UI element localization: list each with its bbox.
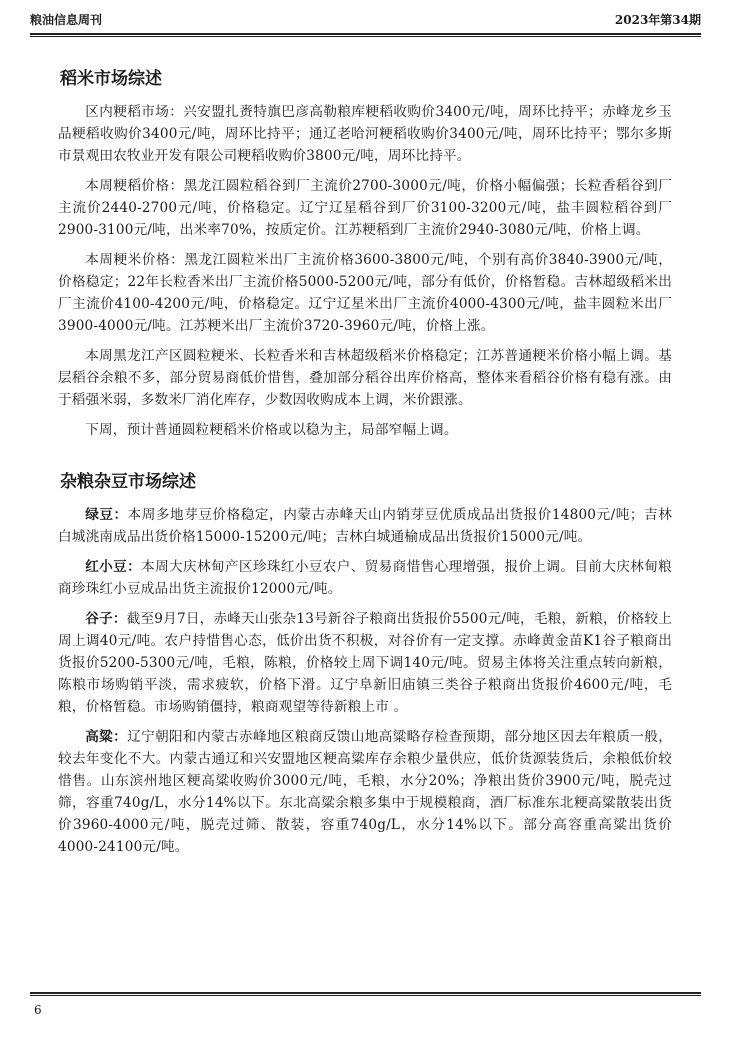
page-header: [30, 6, 701, 32]
footer-rule-thin: [30, 995, 701, 996]
rice-section-title: 稻米市场综述: [60, 69, 162, 89]
rice-paragraph-4: 本周黑龙江产区圆粒粳米、长粒香米和吉林超级稻米价格稳定；江苏普通粳米价格小幅上调。基层稻谷余粮不多，部分贸易商低价惜售，叠加部分稻谷出库价格高，整体来看稻谷价格有稳有涨。由于稻强米弱，多数米厂消化库存，少数因收购成本上调，米价跟涨。: [58, 348, 672, 408]
redbean-label: 红小豆：: [85, 559, 142, 575]
rice-paragraph-5: 下周，预计普通圆粒粳稻米价格或以稳为主，局部窄幅上调。: [85, 422, 458, 438]
rice-paragraph-2: 本周粳稻价格：黑龙江圆粒稻谷到厂主流价2700-3000元/吨，价格小幅偏强；长粒香稻谷到厂主流价2440-2700元/吨，价格稳定。辽宁辽星稻谷到厂价3100-3200元/吨，盐丰圆粒稻谷到厂2900-3100元/吨，出米率70%，按质定价。江苏粳稻到厂主流价2940-3080元/吨，价格上调。: [58, 178, 672, 238]
rice-paragraph-3: 本周粳米价格：黑龙江圆粒米出厂主流价格3600-3800元/吨，个别有高价3840-3900元/吨，价格稳定；22年长粒香米出厂主流价格5000-5200元/吨，部分有低价，价格暂稳。吉林超级稻米出厂主流价4100-4200元/吨，价格稳定。辽宁辽星米出厂主流价4000-4300元/吨，盐丰圆粒米出厂3900-4000元/吨。江苏粳米出厂主流价3720-3960元/吨，价格上涨。: [58, 252, 672, 334]
rice-paragraph-1: 区内粳稻市场：兴安盟扎赉特旗巴彦高勒粮库粳稻收购价3400元/吨，周环比持平；赤峰龙乡玉品粳稻收购价3400元/吨，周环比持平；通辽老哈河粳稻收购价3400元/吨，周环比持平；鄂尔多斯市景观田农牧业开发有限公司粳稻收购价3800元/吨，周环比持平。: [58, 104, 672, 164]
header-rule-thin: [30, 36, 701, 37]
mungbean-paragraph: [58, 504, 672, 548]
section-gap: [58, 449, 672, 467]
millet-paragraph: [58, 608, 672, 718]
millet-label: 谷子：: [85, 611, 127, 627]
mungbean-label: 绿豆：: [85, 507, 128, 523]
mungbean-text: 本周多地芽豆价格稳定，内蒙古赤峰天山内销芽豆优质成品出货报价14800元/吨；吉林白城洮南成品出货价格15000-15200元/吨；吉林白城通榆成品出货报价15000元/吨。: [58, 507, 672, 545]
page-number: 6: [34, 1003, 42, 1017]
redbean-paragraph: [58, 556, 672, 600]
footer-rule: [30, 992, 701, 994]
redbean-text: 本周大庆林甸产区珍珠红小豆农户、贸易商惜售心理增强，报价上调。目前大庆林甸粮商珍珠红小豆成品出货主流报价12000元/吨。: [58, 559, 672, 597]
header-rule: [30, 33, 701, 35]
sorghum-paragraph: [58, 726, 672, 858]
grains-section-title: 杂粮杂豆市场综述: [60, 472, 196, 492]
issue-number: 2023年第34期: [614, 12, 701, 27]
sorghum-label: 高粱：: [85, 729, 128, 745]
page-content: [58, 64, 672, 866]
publication-name: 粮油信息周刊: [30, 12, 103, 27]
millet-text: 截至9月7日，赤峰天山张杂13号新谷子粮商出货报价5500元/吨，毛粮，新粮，价格较上周上调40元/吨。农户持惜售心态，低价出货不积极，对谷价有一定支撑。赤峰黄金苗K1谷子粮商出货报价5200-5300元/吨，毛粮，陈粮，价格较上周下调140元/吨。贸易主体将关注重点转向新粮，陈粮市场购销平淡，需求疲软，价格下滑。辽宁阜新旧庙镇三类谷子粮商出货报价4600元/吨，毛粮，价格暂稳。市场购销僵持，粮商观望等待新粮上市 。: [58, 611, 672, 715]
sorghum-text: 辽宁朝阳和内蒙古赤峰地区粮商反馈山地高粱略存检查预期，部分地区因去年粮质一般，较去年变化不大。内蒙古通辽和兴安盟地区粳高粱库存余粮少量供应，低价货源装货后，余粮低价较惜售。山东滨州地区粳高粱收购价3000元/吨，毛粮，水分20%；净粮出货价3900元/吨，脱壳过筛，容重740g/L，水分14%以下。东北高粱余粮多集中于规模粮商，酒厂标准东北粳高粱散装出货价3960-4000元/吨，脱壳过筛、散装，容重740g/L，水分14%以下。部分高容重高粱出货价4000-24100元/吨。: [58, 729, 673, 855]
